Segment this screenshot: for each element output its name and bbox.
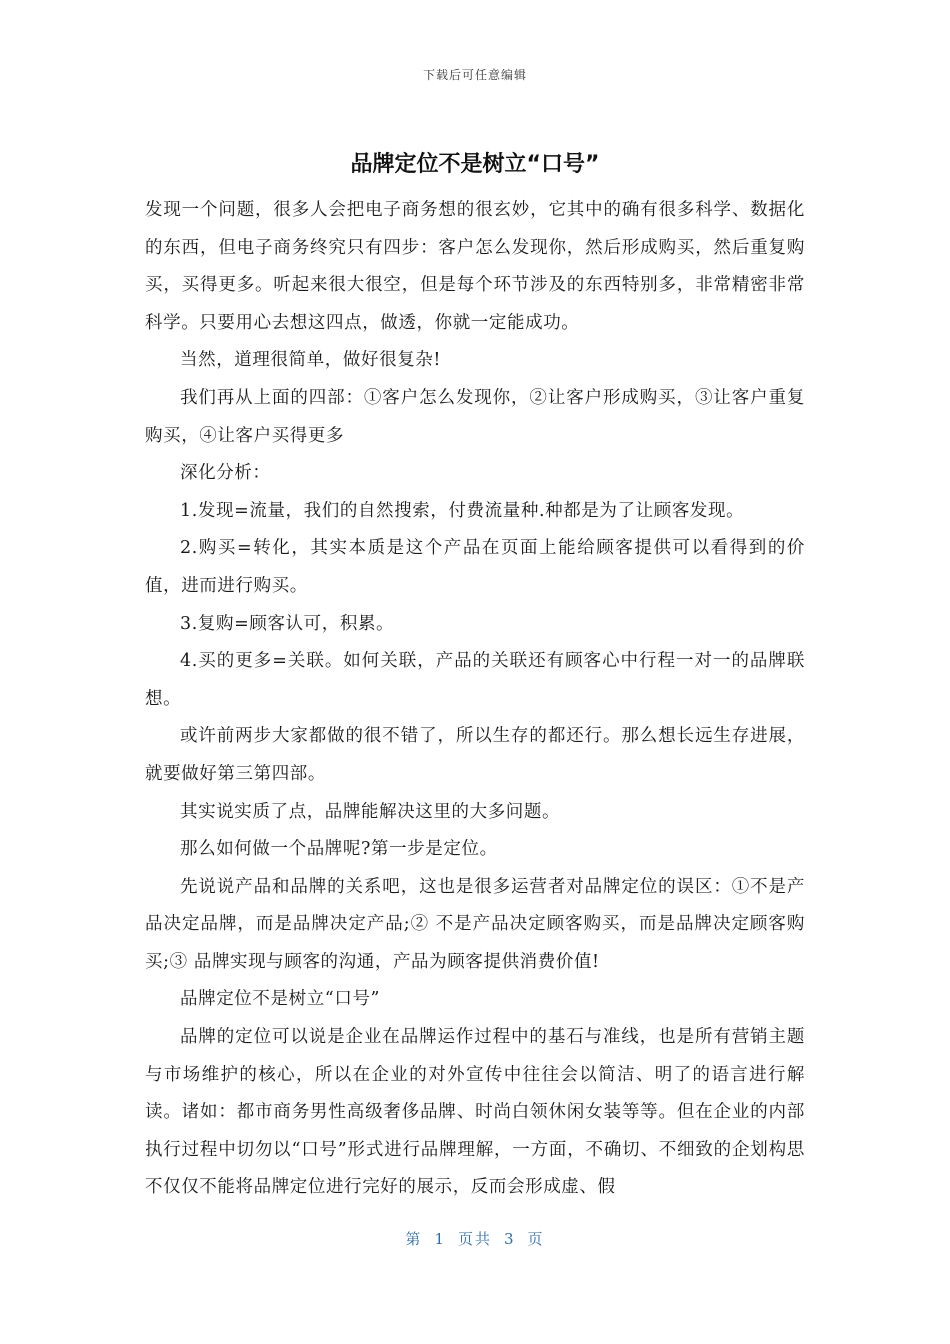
body-paragraph: 4.买的更多=关联。如何关联，产品的关联还有顾客心中行程一对一的品牌联想。 <box>145 651 805 709</box>
body-paragraph: 那么如何做一个品牌呢?第一步是定位。 <box>180 839 498 860</box>
body-paragraph: 1.发现=流量，我们的自然搜索，付费流量种.种都是为了让顾客发现。 <box>180 500 745 521</box>
body-paragraph: 深化分析： <box>180 463 271 484</box>
total-page-count: 3 <box>504 1230 516 1248</box>
body-paragraph: 发现一个问题，很多人会把电子商务想的很玄妙，它其中的确有很多科学、数据化的东西，但电子商务终究只有四步：客户怎么发现你，然后形成购买，然后重复购买，买得更多。听起来很大很空，但是每个环节涉及的东西特别多，非常精密非常科学。只要用心去想这四点，做透，你就一定能成功。 <box>145 200 805 333</box>
body-paragraph: 先说说产品和品牌的关系吧，这也是很多运营者对品牌定位的误区：①不是产品决定品牌，而是品牌决定产品;② 不是产品决定顾客购买，而是品牌决定顾客购买;③ 品牌实现与顾客的沟通，产品为顾客提供消费价值! <box>145 876 805 972</box>
body-paragraph: 其实说实质了点，品牌能解决这里的大多问题。 <box>180 801 561 822</box>
body-paragraph: 或许前两步大家都做的很不错了，所以生存的都还行。那么想长远生存进展，就要做好第三第四部。 <box>145 726 805 784</box>
page-label-prefix: 第 <box>405 1230 423 1248</box>
body-paragraph: 品牌的定位可以说是企业在品牌运作过程中的基石与准线，也是所有营销主题与市场维护的核心，所以在企业的对外宣传中往往会以简洁、明了的语言进行解读。诸如：都市商务男性高级奢侈品牌、时尚白领休闲女装等等。但在企业的内部执行过程中切勿以“口号”形式进行品牌理解，一方面，不确切、不细致的企划构思不仅仅不能将品牌定位进行完好的展示，反而会形成虚、假 <box>145 1027 805 1198</box>
document-title: 品牌定位不是树立“口号” <box>350 152 600 177</box>
page-header-note: 下载后可任意编辑 <box>422 68 527 82</box>
page-label-middle: 页共 <box>457 1230 492 1248</box>
body-paragraph: 2.购买=转化，其实本质是这个产品在页面上能给顾客提供可以看得到的价值，进而进行购买。 <box>145 538 805 596</box>
page-number-footer <box>0 1228 950 1249</box>
section-heading-paragraph: 品牌定位不是树立“口号” <box>180 989 381 1010</box>
body-paragraph: 3.复购=顾客认可，积累。 <box>180 613 395 634</box>
current-page-number: 1 <box>434 1230 446 1248</box>
body-paragraph: 我们再从上面的四部：①客户怎么发现你，②让客户形成购买，③让客户重复购买，④让客户买得更多 <box>145 387 805 446</box>
body-paragraph: 当然，道理很简单，做好很复杂! <box>180 350 442 371</box>
document-body <box>145 192 805 1207</box>
page-label-suffix: 页 <box>527 1230 545 1248</box>
